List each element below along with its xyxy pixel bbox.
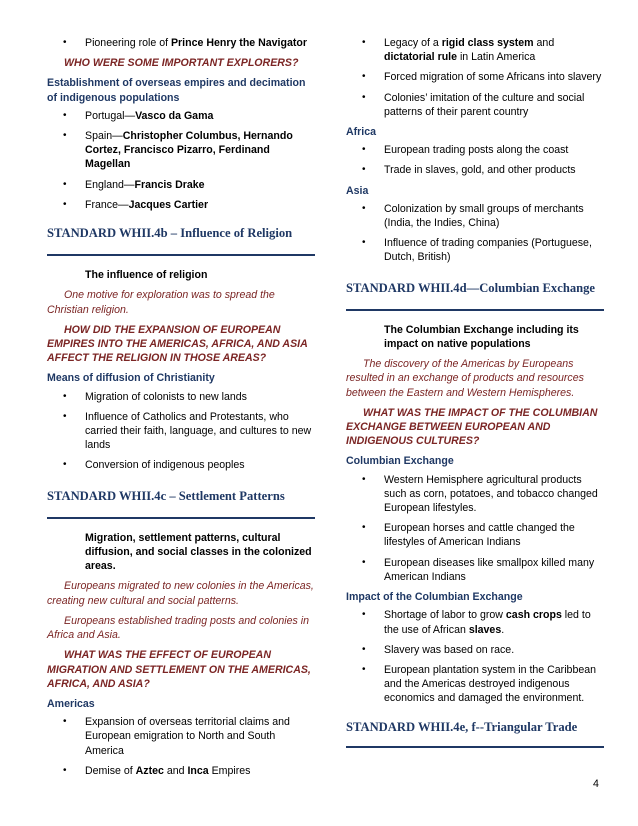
bullet-colonization: • Colonization by small groups of merchants (India, the Indies, China) bbox=[362, 202, 584, 230]
bullet-icon: • bbox=[63, 109, 67, 121]
bullet-influence: • Influence of Catholics and Protestants, who carried their faith, language, and cultures to new lands bbox=[63, 410, 312, 452]
bullet-icon: • bbox=[362, 237, 366, 249]
bullet-companies: • Influence of trading companies (Portuguese, Dutch, British) bbox=[362, 237, 592, 264]
bullet-icon: • bbox=[63, 459, 67, 471]
standard-heading-4c: STANDARD WHII.4c – Settlement Patterns bbox=[47, 488, 285, 503]
bullet-icon: • bbox=[362, 91, 366, 103]
section-divider bbox=[47, 254, 315, 256]
bullet-icon: • bbox=[362, 164, 366, 176]
bullet-icon: • bbox=[362, 609, 366, 621]
bullet-diseases: • European diseases like smallpox killed many American Indians bbox=[362, 556, 595, 583]
bullet-plantation: • European plantation system in the Caribbean and the Americas destroyed indigenous economics and damaged the environment. bbox=[362, 663, 597, 705]
bullet-migration: • Migration of colonists to new lands bbox=[63, 390, 247, 403]
bullet-icon: • bbox=[362, 663, 366, 675]
bullet-demise: • Demise of Aztec and Inca Empires bbox=[63, 764, 251, 777]
bullet-icon: • bbox=[362, 473, 366, 485]
right-column bbox=[346, 36, 604, 760]
bullet-icon: • bbox=[362, 202, 366, 214]
bullet-icon: • bbox=[362, 144, 366, 156]
bullet-england: • England—Francis Drake bbox=[63, 178, 205, 191]
subheading-impact: Impact of the Columbian Exchange bbox=[346, 591, 523, 604]
bullet-western: • Western Hemisphere agricultural products such as corn, potatoes, and tobacco changed European lifestyles. bbox=[362, 473, 598, 515]
left-column bbox=[47, 36, 315, 784]
standard-heading-4b: STANDARD WHII.4b – Influence of Religion bbox=[47, 226, 293, 241]
bullet-icon: • bbox=[362, 37, 366, 48]
bullet-icon: • bbox=[63, 390, 67, 402]
bullet-conversion: • Conversion of indigenous peoples bbox=[63, 459, 245, 472]
bullet-horses: • European horses and cattle changed the lifestyles of American Indians bbox=[362, 522, 575, 549]
bullet-legacy: • Legacy of a rigid class system and dictatorial rule in Latin America bbox=[362, 37, 555, 64]
bullet-icon: • bbox=[63, 764, 67, 776]
bullet-shortage: • Shortage of labor to grow cash crops led to the use of African slaves. bbox=[362, 609, 591, 636]
bullet-posts: • European trading posts along the coast bbox=[362, 144, 569, 157]
statement-migrated: Europeans migrated to new colonies in the Americas, creating new cultural and social patterns. bbox=[47, 580, 314, 607]
bullet-icon: • bbox=[63, 716, 67, 728]
question-religion: HOW DID THE EXPANSION OF EUROPEAN EMPIRES INTO THE AMERICAS, AFRICA, AND ASIA AFFECT THE RELIGION IN THOSE AREAS? bbox=[47, 323, 308, 365]
bullet-race: • Slavery was based on race. bbox=[362, 643, 515, 656]
subheading-asia: Asia bbox=[346, 184, 369, 197]
bullet-icon: • bbox=[63, 178, 67, 190]
statement-discovery: The discovery of the Americas by Europeans resulted in an exchange of products and resources between the Eastern and Western Hemispheres. bbox=[346, 358, 584, 399]
question-explorers: WHO WERE SOME IMPORTANT EXPLORERS? bbox=[64, 57, 299, 70]
section-divider bbox=[346, 309, 604, 311]
bullet-expansion: • Expansion of overseas territorial claims and European emigration to North and South America bbox=[63, 716, 290, 757]
subheading-means: Means of diffusion of Christianity bbox=[47, 372, 215, 385]
bullet-icon: • bbox=[362, 643, 366, 655]
bullet-henry: • Pioneering role of Prince Henry the Navigator bbox=[63, 37, 307, 49]
question-impact: WHAT WAS THE IMPACT OF THE COLUMBIAN EXCHANGE BETWEEN EUROPEAN AND INDIGENOUS CULTURES? bbox=[346, 406, 598, 448]
page-number: 4 bbox=[593, 778, 599, 790]
standard-heading-4d: STANDARD WHII.4d—Columbian Exchange bbox=[346, 280, 596, 295]
bullet-icon: • bbox=[362, 522, 366, 534]
bullet-icon: • bbox=[362, 71, 366, 83]
subheading-africa: Africa bbox=[346, 126, 377, 139]
section-divider bbox=[346, 746, 604, 748]
bullet-france: • France—Jacques Cartier bbox=[63, 198, 209, 211]
standard-heading-4ef: STANDARD WHII.4e, f--Triangular Trade bbox=[346, 719, 578, 734]
question-effect: WHAT WAS THE EFFECT OF EUROPEAN MIGRATION AND SETTLEMENT ON THE AMERICAS, AFRICA, AND ASIA? bbox=[47, 649, 311, 690]
focus-heading-4b: The influence of religion bbox=[85, 269, 208, 282]
bullet-imitation: • Colonies’ imitation of the culture and social patterns of their parent country bbox=[362, 91, 585, 118]
subheading-columbian-exchange: Columbian Exchange bbox=[346, 455, 454, 468]
bullet-forced: • Forced migration of some Africans into slavery bbox=[362, 71, 602, 84]
statement-motive: One motive for exploration was to spread the Christian religion. bbox=[47, 289, 275, 316]
bullet-spain: • Spain—Christopher Columbus, Hernando Cortez, Francisco Pizarro, Ferdinand Magellan bbox=[63, 130, 293, 171]
focus-heading-4c: Migration, settlement patterns, cultural diffusion, and social classes in the colonized areas. bbox=[85, 531, 312, 573]
bullet-icon: • bbox=[362, 556, 366, 568]
bullet-portugal: • Portugal—Vasco da Gama bbox=[63, 109, 214, 122]
bullet-icon: • bbox=[63, 37, 67, 48]
bullet-icon: • bbox=[63, 198, 67, 210]
bullet-trade: • Trade in slaves, gold, and other products bbox=[362, 164, 576, 177]
subheading-americas: Americas bbox=[47, 697, 95, 710]
bullet-icon: • bbox=[63, 410, 67, 422]
focus-heading-4d: The Columbian Exchange including its impact on native populations bbox=[384, 323, 579, 351]
bullet-icon: • bbox=[63, 130, 67, 142]
subheading-empires: Establishment of overseas empires and decimation of indigenous populations bbox=[47, 77, 306, 104]
statement-established: Europeans established trading posts and colonies in Africa and Asia. bbox=[47, 614, 309, 642]
section-divider bbox=[47, 517, 315, 519]
